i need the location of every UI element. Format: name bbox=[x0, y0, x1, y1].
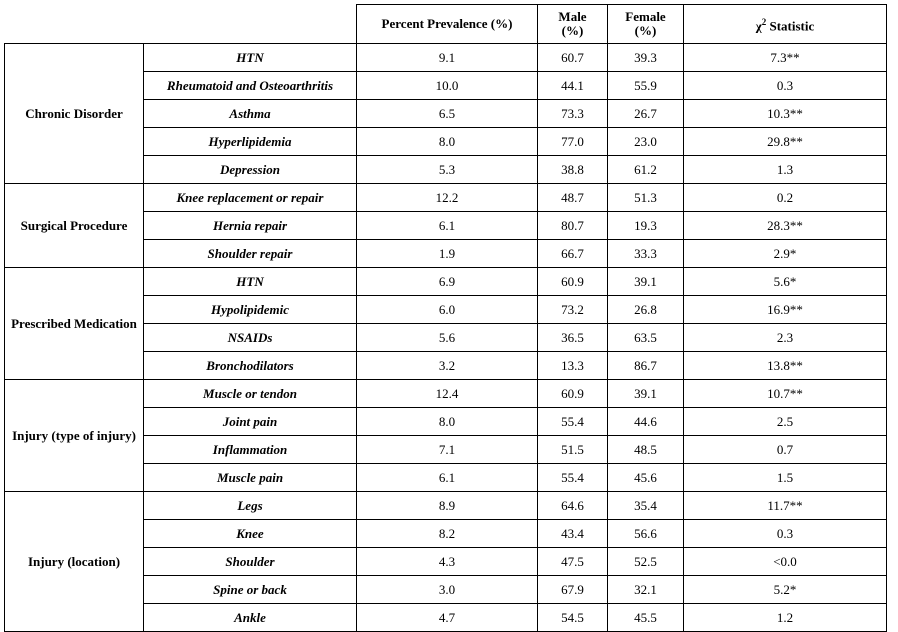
item-cell: Ankle bbox=[144, 604, 357, 632]
female-cell: 44.6 bbox=[608, 408, 684, 436]
table-row bbox=[5, 184, 887, 212]
female-cell: 26.8 bbox=[608, 296, 684, 324]
item-cell: Bronchodilators bbox=[144, 352, 357, 380]
prevalence-cell: 8.0 bbox=[357, 408, 538, 436]
item-cell: Knee replacement or repair bbox=[144, 184, 357, 212]
prevalence-cell: 4.7 bbox=[357, 604, 538, 632]
male-cell: 48.7 bbox=[538, 184, 608, 212]
chi-statistic-cell: 1.2 bbox=[684, 604, 887, 632]
item-cell: Inflammation bbox=[144, 436, 357, 464]
prevalence-cell: 1.9 bbox=[357, 240, 538, 268]
prevalence-cell: 12.4 bbox=[357, 380, 538, 408]
male-cell: 60.7 bbox=[538, 44, 608, 72]
female-cell: 45.6 bbox=[608, 464, 684, 492]
table-row bbox=[5, 44, 887, 72]
female-cell: 45.5 bbox=[608, 604, 684, 632]
category-cell: Injury (location) bbox=[5, 492, 144, 632]
prevalence-cell: 6.0 bbox=[357, 296, 538, 324]
prevalence-cell: 9.1 bbox=[357, 44, 538, 72]
item-cell: Hyperlipidemia bbox=[144, 128, 357, 156]
category-cell: Prescribed Medication bbox=[5, 268, 144, 380]
male-cell: 47.5 bbox=[538, 548, 608, 576]
female-cell: 51.3 bbox=[608, 184, 684, 212]
female-cell: 26.7 bbox=[608, 100, 684, 128]
male-cell: 77.0 bbox=[538, 128, 608, 156]
prevalence-cell: 8.2 bbox=[357, 520, 538, 548]
category-cell: Injury (type of injury) bbox=[5, 380, 144, 492]
table-header bbox=[5, 5, 887, 44]
item-cell: Hernia repair bbox=[144, 212, 357, 240]
female-cell: 39.1 bbox=[608, 380, 684, 408]
chi-statistic-cell: 2.5 bbox=[684, 408, 887, 436]
chi-statistic-cell: 0.7 bbox=[684, 436, 887, 464]
male-cell: 67.9 bbox=[538, 576, 608, 604]
male-cell: 66.7 bbox=[538, 240, 608, 268]
female-cell: 56.6 bbox=[608, 520, 684, 548]
item-cell: Rheumatoid and Osteoarthritis bbox=[144, 72, 357, 100]
chi-statistic-cell: 0.3 bbox=[684, 520, 887, 548]
prevalence-cell: 3.2 bbox=[357, 352, 538, 380]
female-cell: 39.3 bbox=[608, 44, 684, 72]
table-row bbox=[5, 380, 887, 408]
header-male-unit: (%) bbox=[561, 23, 584, 38]
chi-label: Statistic bbox=[766, 18, 815, 34]
male-cell: 73.2 bbox=[538, 296, 608, 324]
prevalence-cell: 6.1 bbox=[357, 212, 538, 240]
table-body bbox=[5, 44, 887, 632]
chi-statistic-cell: 0.2 bbox=[684, 184, 887, 212]
item-cell: HTN bbox=[144, 44, 357, 72]
table-row bbox=[5, 268, 887, 296]
chi-statistic-cell: 5.2* bbox=[684, 576, 887, 604]
male-cell: 36.5 bbox=[538, 324, 608, 352]
female-cell: 61.2 bbox=[608, 156, 684, 184]
prevalence-table bbox=[4, 4, 887, 632]
item-cell: Asthma bbox=[144, 100, 357, 128]
prevalence-cell: 5.3 bbox=[357, 156, 538, 184]
header-blank-cell bbox=[5, 5, 357, 44]
male-cell: 54.5 bbox=[538, 604, 608, 632]
female-cell: 39.1 bbox=[608, 268, 684, 296]
female-cell: 33.3 bbox=[608, 240, 684, 268]
prevalence-cell: 6.5 bbox=[357, 100, 538, 128]
female-cell: 23.0 bbox=[608, 128, 684, 156]
header-female-label: Female bbox=[625, 9, 666, 24]
item-cell: Legs bbox=[144, 492, 357, 520]
prevalence-cell: 12.2 bbox=[357, 184, 538, 212]
chi-statistic-cell: 29.8** bbox=[684, 128, 887, 156]
chi-statistic-cell: 10.7** bbox=[684, 380, 887, 408]
chi-statistic-cell: 2.9* bbox=[684, 240, 887, 268]
chi-statistic-cell: 1.5 bbox=[684, 464, 887, 492]
female-cell: 32.1 bbox=[608, 576, 684, 604]
male-cell: 55.4 bbox=[538, 464, 608, 492]
female-cell: 19.3 bbox=[608, 212, 684, 240]
header-chi-square bbox=[684, 5, 887, 44]
item-cell: NSAIDs bbox=[144, 324, 357, 352]
header-prevalence: Percent Prevalence (%) bbox=[357, 5, 538, 44]
category-cell: Surgical Procedure bbox=[5, 184, 144, 268]
male-cell: 43.4 bbox=[538, 520, 608, 548]
item-cell: Hypolipidemic bbox=[144, 296, 357, 324]
male-cell: 38.8 bbox=[538, 156, 608, 184]
female-cell: 86.7 bbox=[608, 352, 684, 380]
male-cell: 55.4 bbox=[538, 408, 608, 436]
chi-statistic-cell: 28.3** bbox=[684, 212, 887, 240]
prevalence-cell: 10.0 bbox=[357, 72, 538, 100]
header-row bbox=[5, 5, 887, 44]
prevalence-cell: 8.9 bbox=[357, 492, 538, 520]
item-cell: Shoulder repair bbox=[144, 240, 357, 268]
item-cell: Muscle or tendon bbox=[144, 380, 357, 408]
prevalence-cell: 5.6 bbox=[357, 324, 538, 352]
chi-symbol: χ bbox=[755, 18, 762, 34]
table-row bbox=[5, 492, 887, 520]
chi-statistic-cell: <0.0 bbox=[684, 548, 887, 576]
chi-statistic-cell: 5.6* bbox=[684, 268, 887, 296]
item-cell: Spine or back bbox=[144, 576, 357, 604]
prevalence-cell: 7.1 bbox=[357, 436, 538, 464]
prevalence-cell: 6.1 bbox=[357, 464, 538, 492]
male-cell: 60.9 bbox=[538, 268, 608, 296]
male-cell: 51.5 bbox=[538, 436, 608, 464]
chi-statistic-cell: 2.3 bbox=[684, 324, 887, 352]
female-cell: 55.9 bbox=[608, 72, 684, 100]
female-cell: 48.5 bbox=[608, 436, 684, 464]
chi-statistic-cell: 16.9** bbox=[684, 296, 887, 324]
chi-statistic-cell: 10.3** bbox=[684, 100, 887, 128]
item-cell: HTN bbox=[144, 268, 357, 296]
prevalence-cell: 6.9 bbox=[357, 268, 538, 296]
header-male bbox=[538, 5, 608, 44]
category-cell: Chronic Disorder bbox=[5, 44, 144, 184]
female-cell: 52.5 bbox=[608, 548, 684, 576]
item-cell: Muscle pain bbox=[144, 464, 357, 492]
chi-statistic-cell: 0.3 bbox=[684, 72, 887, 100]
female-cell: 35.4 bbox=[608, 492, 684, 520]
chi-statistic-cell: 1.3 bbox=[684, 156, 887, 184]
chi-superscript: 2 bbox=[761, 16, 767, 27]
item-cell: Depression bbox=[144, 156, 357, 184]
chi-statistic-cell: 11.7** bbox=[684, 492, 887, 520]
prevalence-cell: 4.3 bbox=[357, 548, 538, 576]
chi-statistic-cell: 13.8** bbox=[684, 352, 887, 380]
male-cell: 64.6 bbox=[538, 492, 608, 520]
male-cell: 73.3 bbox=[538, 100, 608, 128]
header-male-label: Male bbox=[558, 9, 587, 24]
item-cell: Knee bbox=[144, 520, 357, 548]
male-cell: 44.1 bbox=[538, 72, 608, 100]
item-cell: Shoulder bbox=[144, 548, 357, 576]
chi-statistic-cell: 7.3** bbox=[684, 44, 887, 72]
prevalence-cell: 3.0 bbox=[357, 576, 538, 604]
header-female bbox=[608, 5, 684, 44]
male-cell: 13.3 bbox=[538, 352, 608, 380]
item-cell: Joint pain bbox=[144, 408, 357, 436]
male-cell: 80.7 bbox=[538, 212, 608, 240]
male-cell: 60.9 bbox=[538, 380, 608, 408]
female-cell: 63.5 bbox=[608, 324, 684, 352]
prevalence-cell: 8.0 bbox=[357, 128, 538, 156]
header-female-unit: (%) bbox=[634, 23, 657, 38]
